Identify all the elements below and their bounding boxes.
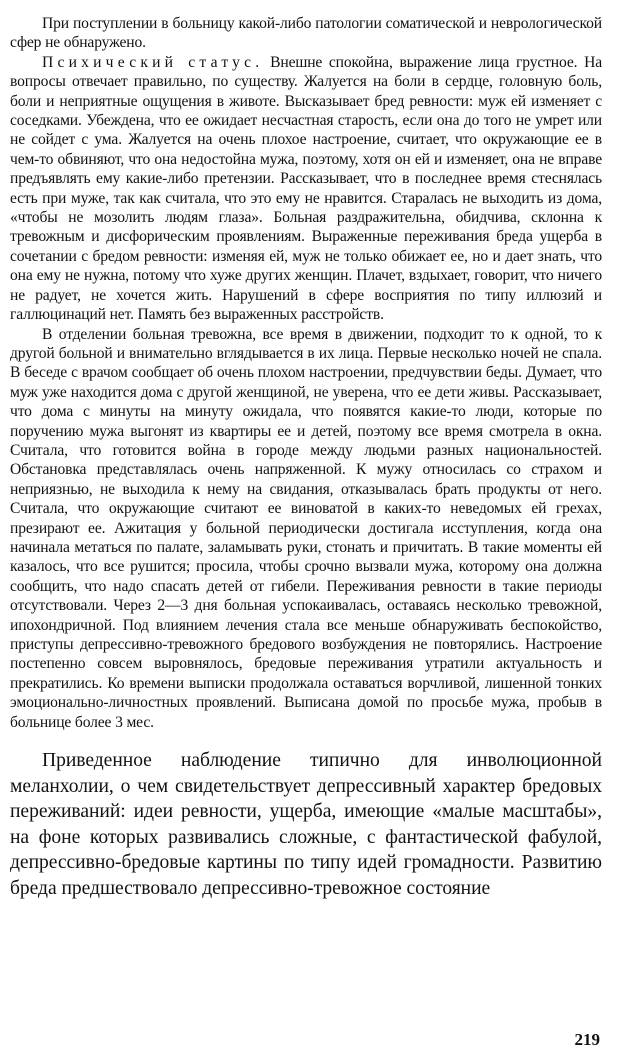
paragraph-ward-course: В отделении больная тревожна, все время в движении, подходит то к одной, то к другой больной и внимательно вглядывается в их лица. Первые несколько ночей не спала. В беседе с врачом сообщает об очень плохом настроении, предчувствии беды. Думает, что муж уже находится дома с другой женщиной, не уверена, что ее дети живы. Рассказывает, что дома с минуты на минуту ожидала, что появятся какие-то люди, которые по поручению мужа выгонят из квартиры ее и детей, поэтому все время смотрела в окна. Считала, что готовится война в городе между людьми разных национальностей. Обстановка представлялась очень напряженной. К мужу относилась со страхом и неприязнью, не выходила к нему на свидания, отказывалась брать продукты от него. Считала, что окружающие считают ее виноватой в каких-то неведомых ей грехах, презирают ее. Ажитация у больной периодически достигала исступления, когда она начинала метаться по палате, заламывать руки, стонать и причитать. В такие моменты ей казалось, что все рушится; просила, чтобы срочно вызвали мужа, которому она должна сообщить, что надо спасать детей от гибели. Переживания ревности в такие периоды отсутствовали. Через 2—3 дня больная успокаивалась, оставаясь несколько тревожной, ипохондричной. Под влиянием лечения стала все меньше обнаруживать беспокойство, приступы депрессивно-тревожного бредового возбуждения не повторялись. Настроение постепенно совсем выровнялось, бредовые переживания утратили актуальность и прекратились. Ко времени выписки продолжала оставаться ворчливой, лишенной тонких эмоционально-личностных проявлений. Выписана домой по просьбе мужа, пробыв в больнице более 3 мес. [10,325,602,731]
mental-status-text: Внешне спокойна, выражение лица грустное. На вопросы отвечает правильно, по существу. Жалуется на боли в сердце, головную боль, боли и неприятные ощущения в животе. Высказывает бред ревности: муж ей изменяет с соседками. Убеждена, что ее ожидает несчастная старость, если она до того не умрет или не сойдет с ума. Жалуется на очень плохое настроение, считает, что окружающие ее в чем-то обвиняют, что она недостойна мужа, поэтому, хотя он ей и изменяет, она не вправе предъявлять ему какие-либо претензии. Рассказывает, что в последнее время стеснялась есть при муже, так как считала, что это ему не нравится. Старалась не выходить из дома, «чтобы не мозолить людям глаза». Больная раздражительна, обидчива, склонна к тревожным и дисфорическим проявлениям. Выраженные переживания бреда ущерба в сочетании с бредом ревности: изменяя ей, муж не только обижает ее, но и дает знать, что она ему не нужна, потому что хуже других женщин. Плачет, вздыхает, говорит, что ничего не радует, не хочется жить. Нарушений в сфере восприятия по типу иллюзий и галлюцинаций нет. Память без выраженных расстройств. [10,53,602,324]
paragraph-admission: При поступлении в больницу какой-либо патологии соматической и неврологической сфер не обнаружено. [10,15,602,52]
page-number: 219 [574,1030,600,1049]
commentary [10,748,602,902]
case-description [10,14,602,732]
book-page [10,14,602,1054]
paragraph-mental-status [10,53,602,325]
mental-status-heading: Психический статус. [42,53,264,71]
paragraph-commentary: Приведенное наблюдение типично для инволюционной меланхолии, о чем свидетельствует депрессивный характер бредовых переживаний: идеи ревности, ущерба, имеющие «малые масштабы», на фоне которых развивались сложные, с фантастической фабулой, депрессивно-бредовые картины по типу идей громадности. Развитию бреда предшествовало депрессивно-тревожное состояние [10,750,602,899]
